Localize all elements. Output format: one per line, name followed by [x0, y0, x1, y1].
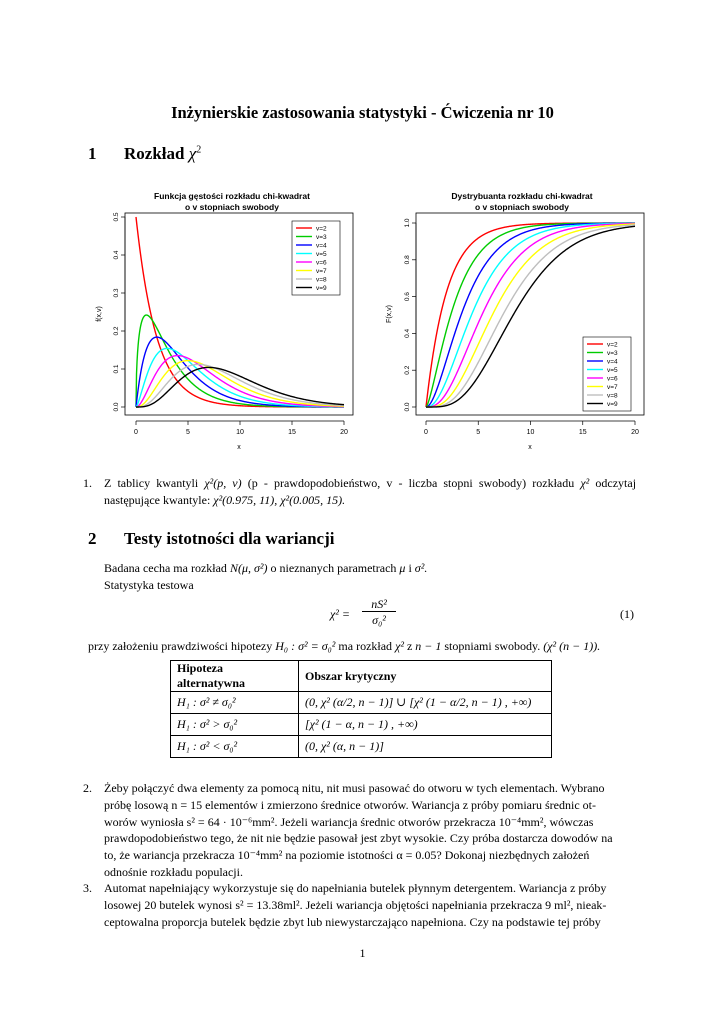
cdf-y-axis [404, 218, 416, 411]
math: H₀ : σ² = σ₀² [275, 639, 336, 653]
table-header-row [171, 661, 552, 692]
legend-label: v=2 [607, 341, 618, 349]
equation-denominator: σ₀² [372, 613, 386, 627]
cdf-chart-title: Dystrybuanta rozkładu chi-kwadrat [451, 191, 593, 201]
cdf-chart-subtitle: o v stopniach swobody [475, 202, 569, 212]
section-2-intro [104, 560, 644, 593]
document-title: Inżynierskie zastosowania statystyki - Ćwiczenia nr 10 [171, 103, 554, 122]
legend-label: v=7 [607, 384, 618, 391]
legend-label: v=5 [607, 367, 618, 374]
text-line: worów wyniosła s² = 64 · 10⁻⁶mm². Jeżeli wariancja średnic otworów przekracza 10⁻⁴mm², wówczas [104, 814, 594, 829]
text-line: prawdopodobieństwo tego, że nit nie będzie pasował jest zbyt wysokie. Czy próba dostarcza dowodów na [104, 831, 613, 846]
text-line: odnośnie rozkładu populacji. [104, 864, 243, 879]
legend-label: v=4 [607, 358, 618, 366]
table-cell: [χ² (1 − α, n − 1) , +∞) [299, 714, 552, 736]
x-tick-label: 0 [134, 429, 138, 436]
y-tick-label: 0.3 [113, 288, 120, 298]
y-tick-label: 0.2 [113, 326, 120, 336]
y-tick-label: 0.4 [404, 328, 411, 338]
cdf-chart [382, 185, 657, 460]
legend-label: v=5 [316, 251, 327, 258]
table-row [171, 692, 552, 714]
text-line: Automat napełniający wykorzystuje się do napełniania butelek płynnym detergentem. Wariancja z próby [104, 881, 607, 895]
legend-label: v=6 [316, 259, 327, 267]
cdf-y-label: F(x,v) [386, 305, 393, 323]
series-line-v3 [136, 315, 344, 407]
table-cell: (0, χ² (α, n − 1)] [299, 736, 552, 758]
assumption-line [88, 638, 648, 655]
density-x-axis [134, 421, 348, 436]
legend-label: v=6 [607, 375, 618, 383]
equation-numerator: nS² [362, 597, 396, 612]
x-tick-label: 0 [424, 429, 428, 436]
y-tick-label: 0.6 [404, 292, 411, 302]
chi-exponent: 2 [196, 144, 202, 156]
math: χ²(0.975, 11), χ²(0.005, 15). [213, 492, 346, 507]
text: i [408, 561, 412, 575]
section-number: 2 [88, 529, 97, 548]
section-title: Rozkład [124, 144, 185, 163]
table-cell: H₁ : σ² ≠ σ₀² [171, 692, 299, 714]
density-chart-title: Funkcja gęstości rozkładu chi-kwadrat [154, 191, 310, 201]
table-cell: H₁ : σ² > σ₀² [171, 714, 299, 736]
text: Z tablicy kwantyli [104, 476, 199, 490]
text-line: to, że wariancja przekracza 10⁻⁴mm² na poziomie istotności α = 0.05? Dokonaj niezbędnych założeń [104, 848, 590, 863]
density-chart-subtitle: o v stopniach swobody [185, 202, 279, 212]
density-y-axis [113, 212, 125, 411]
text: odczytaj następujące kwantyle: [104, 476, 637, 507]
x-tick-label: 5 [186, 429, 190, 436]
chi-symbol: χ [188, 144, 197, 163]
x-tick-label: 10 [236, 429, 244, 436]
math: n − 1 [415, 639, 442, 653]
x-tick-label: 15 [288, 429, 296, 436]
critical-region-table [170, 660, 552, 758]
cdf-x-axis [424, 421, 639, 436]
series-line-v5 [136, 348, 344, 407]
y-tick-label: 0.8 [404, 255, 411, 265]
table-cell: (0, χ² (α/2, n − 1)] ∪ [χ² (1 − α/2, n − 1) , +∞) [299, 692, 552, 714]
table-row [171, 736, 552, 758]
text: z [406, 639, 413, 653]
math: σ². [414, 561, 428, 575]
math: (χ² (n − 1)). [543, 639, 601, 653]
text-line: losowej 20 butelek wynosi s² = 13.38ml². Jeżeli wariancja objętości napełniania przekracza 9 ml², nieak- [104, 897, 607, 912]
density-y-label: f(x,v) [96, 306, 103, 322]
y-tick-label: 0.5 [113, 212, 120, 222]
exercise-3 [83, 880, 636, 930]
y-tick-label: 0.1 [113, 364, 120, 374]
table-row [171, 714, 552, 736]
table-cell: H₁ : σ² < σ₀² [171, 736, 299, 758]
legend-label: v=8 [607, 392, 618, 400]
cdf-legend [583, 337, 631, 411]
text: stopniami swobody. [444, 639, 541, 653]
section-2-heading [88, 529, 334, 549]
page-number: 1 [359, 946, 366, 960]
section-1-heading [88, 144, 201, 164]
x-tick-label: 15 [578, 429, 587, 436]
x-tick-label: 5 [476, 429, 481, 436]
x-tick-label: 20 [340, 429, 348, 436]
math: N(μ, σ²) [229, 561, 268, 575]
cdf-x-label: x [528, 444, 532, 451]
text: (p - prawdopodobieństwo, v - liczba stopni swobody) rozkładu [247, 476, 575, 490]
text: o nieznanych parametrach [270, 561, 397, 575]
exercise-label: 2. [83, 781, 92, 795]
text: ma rozkład [338, 639, 393, 653]
density-x-label: x [237, 444, 241, 451]
text-line: ceptowalna proporcja butelek będzie zbyt lub niewystarczająco napełniona. Czy na podstawie tej próby [104, 914, 601, 929]
density-chart [92, 185, 367, 460]
text-line: próbę losową n = 15 elementów i zmierzono średnice otworów. Wariancja z próby pomiaru średnic ot- [104, 797, 596, 812]
exercise-1 [83, 475, 637, 508]
y-tick-label: 0.4 [113, 250, 120, 260]
density-legend [292, 221, 340, 295]
section-title: Testy istotności dla wariancji [124, 529, 335, 548]
x-tick-label: 10 [526, 429, 535, 436]
math: χ² [580, 476, 590, 490]
legend-label: v=7 [316, 268, 327, 275]
legend-label: v=3 [607, 350, 618, 357]
legend-label: v=9 [607, 401, 618, 408]
y-tick-label: 0.0 [404, 402, 411, 412]
text-line: Żeby połączyć dwa elementy za pomocą nitu, nit musi pasować do otworu w tych elementach. Wybrano [104, 781, 605, 795]
math: χ²(p, v) [204, 476, 242, 490]
legend-label: v=4 [316, 242, 327, 250]
math: χ² [395, 639, 404, 653]
exercise-2 [83, 780, 636, 881]
x-tick-label: 20 [631, 429, 639, 436]
text: Badana cecha ma rozkład [104, 561, 227, 575]
legend-label: v=3 [316, 234, 327, 241]
exercise-label: 3. [83, 881, 92, 895]
y-tick-label: 0.2 [404, 365, 411, 375]
section-number: 1 [88, 144, 97, 163]
equation-number: (1) [620, 607, 634, 621]
y-tick-label: 1.0 [404, 218, 411, 228]
text: Statystyka testowa [104, 577, 194, 592]
exercise-label: 1. [83, 476, 92, 490]
legend-label: v=9 [316, 285, 327, 292]
table-header-cell: Obszar krytyczny [299, 661, 552, 692]
text: przy założeniu prawdziwości hipotezy [88, 639, 273, 653]
table-header-cell: Hipoteza alternatywna [171, 661, 299, 692]
legend-label: v=8 [316, 276, 327, 284]
equation-lhs: χ² = [330, 607, 350, 621]
y-tick-label: 0.0 [113, 402, 120, 412]
legend-label: v=2 [316, 225, 327, 233]
math: μ [399, 561, 406, 575]
